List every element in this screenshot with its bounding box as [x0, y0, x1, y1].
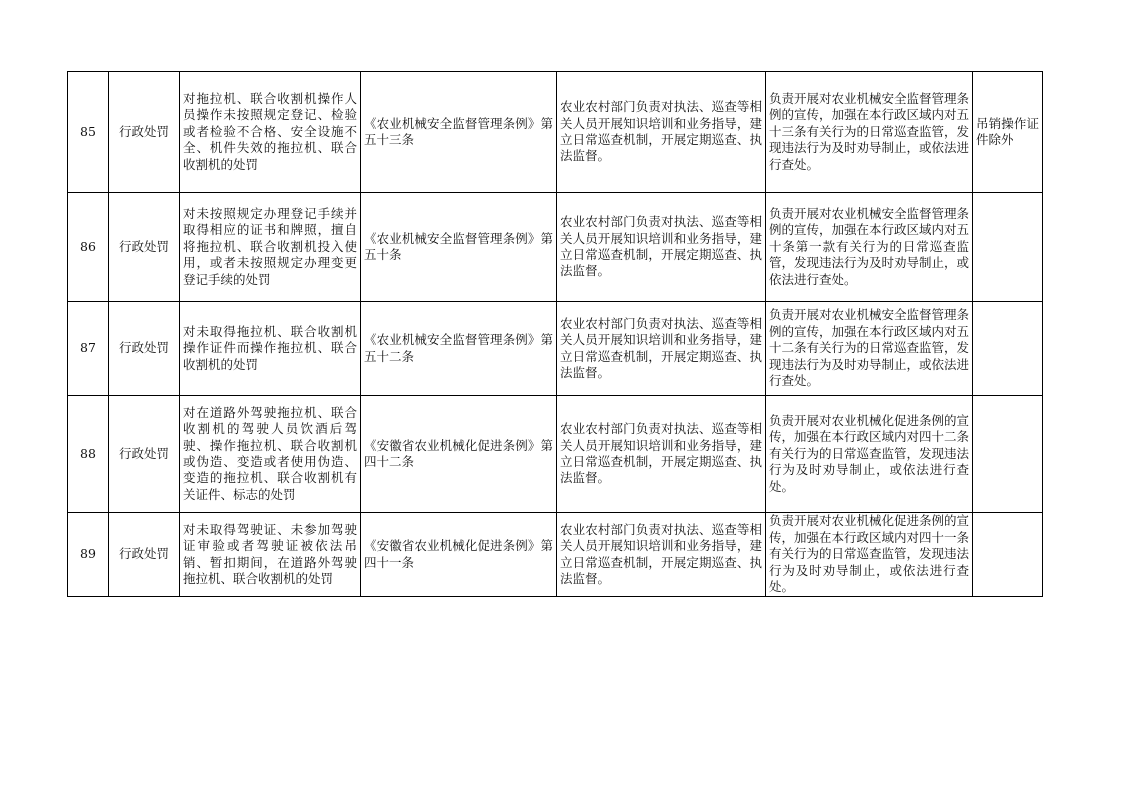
local-duty: 负责开展对农业机械化促进条例的宣传，加强在本行政区域内对四十二条有关行为的日常巡查监管，发现违法行为及时劝导制止，或依法进行查处。 — [766, 396, 973, 513]
legal-basis: 《安徽省农业机械化促进条例》第四十一条 — [361, 513, 557, 597]
item-number: 89 — [68, 513, 109, 597]
item-matter: 对拖拉机、联合收割机操作人员操作未按照规定登记、检验或者检验不合格、安全设施不全、机件失效的拖拉机、联合收割机的处罚 — [180, 72, 361, 193]
remark — [973, 193, 1043, 302]
item-number: 85 — [68, 72, 109, 193]
table-row — [68, 72, 1043, 193]
table-row — [68, 193, 1043, 302]
table-row — [68, 396, 1043, 513]
legal-basis: 《农业机械安全监督管理条例》第五十三条 — [361, 72, 557, 193]
local-duty: 负责开展对农业机械安全监督管理条例的宣传，加强在本行政区域内对五十二条有关行为的日常巡查监管，发现违法行为及时劝导制止，或依法进行查处。 — [766, 302, 973, 396]
table-row — [68, 302, 1043, 396]
legal-basis: 《农业机械安全监督管理条例》第五十条 — [361, 193, 557, 302]
item-number: 86 — [68, 193, 109, 302]
remark: 吊销操作证件除外 — [973, 72, 1043, 193]
department-duty: 农业农村部门负责对执法、巡查等相关人员开展知识培训和业务指导，建立日常巡查机制，开展定期巡查、执法监督。 — [557, 513, 766, 597]
department-duty: 农业农村部门负责对执法、巡查等相关人员开展知识培训和业务指导，建立日常巡查机制，开展定期巡查、执法监督。 — [557, 72, 766, 193]
remark — [973, 396, 1043, 513]
local-duty: 负责开展对农业机械安全监督管理条例的宣传，加强在本行政区域内对五十条第一款有关行为的日常巡查监管，发现违法行为及时劝导制止，或依法进行查处。 — [766, 193, 973, 302]
legal-basis: 《安徽省农业机械化促进条例》第四十二条 — [361, 396, 557, 513]
legal-basis: 《农业机械安全监督管理条例》第五十二条 — [361, 302, 557, 396]
remark — [973, 513, 1043, 597]
power-type: 行政处罚 — [109, 513, 180, 597]
table-row — [68, 513, 1043, 597]
remark — [973, 302, 1043, 396]
item-matter: 对在道路外驾驶拖拉机、联合收割机的驾驶人员饮酒后驾驶、操作拖拉机、联合收割机或伪造、变造或者使用伪造、变造的拖拉机、联合收割机有关证件、标志的处罚 — [180, 396, 361, 513]
power-type: 行政处罚 — [109, 72, 180, 193]
department-duty: 农业农村部门负责对执法、巡查等相关人员开展知识培训和业务指导，建立日常巡查机制，开展定期巡查、执法监督。 — [557, 396, 766, 513]
power-type: 行政处罚 — [109, 396, 180, 513]
power-type: 行政处罚 — [109, 302, 180, 396]
local-duty: 负责开展对农业机械化促进条例的宣传，加强在本行政区域内对四十一条有关行为的日常巡查监管，发现违法行为及时劝导制止，或依法进行查处。 — [766, 513, 973, 597]
department-duty: 农业农村部门负责对执法、巡查等相关人员开展知识培训和业务指导，建立日常巡查机制，开展定期巡查、执法监督。 — [557, 302, 766, 396]
power-type: 行政处罚 — [109, 193, 180, 302]
responsibility-table — [67, 71, 1043, 597]
item-number: 88 — [68, 396, 109, 513]
item-matter: 对未取得驾驶证、未参加驾驶证审验或者驾驶证被依法吊销、暂扣期间，在道路外驾驶拖拉机、联合收割机的处罚 — [180, 513, 361, 597]
item-matter: 对未按照规定办理登记手续并取得相应的证书和牌照，擅自将拖拉机、联合收割机投入使用，或者未按照规定办理变更登记手续的处罚 — [180, 193, 361, 302]
item-matter: 对未取得拖拉机、联合收割机操作证件而操作拖拉机、联合收割机的处罚 — [180, 302, 361, 396]
department-duty: 农业农村部门负责对执法、巡查等相关人员开展知识培训和业务指导，建立日常巡查机制，开展定期巡查、执法监督。 — [557, 193, 766, 302]
local-duty: 负责开展对农业机械安全监督管理条例的宣传，加强在本行政区域内对五十三条有关行为的日常巡查监管，发现违法行为及时劝导制止，或依法进行查处。 — [766, 72, 973, 193]
item-number: 87 — [68, 302, 109, 396]
